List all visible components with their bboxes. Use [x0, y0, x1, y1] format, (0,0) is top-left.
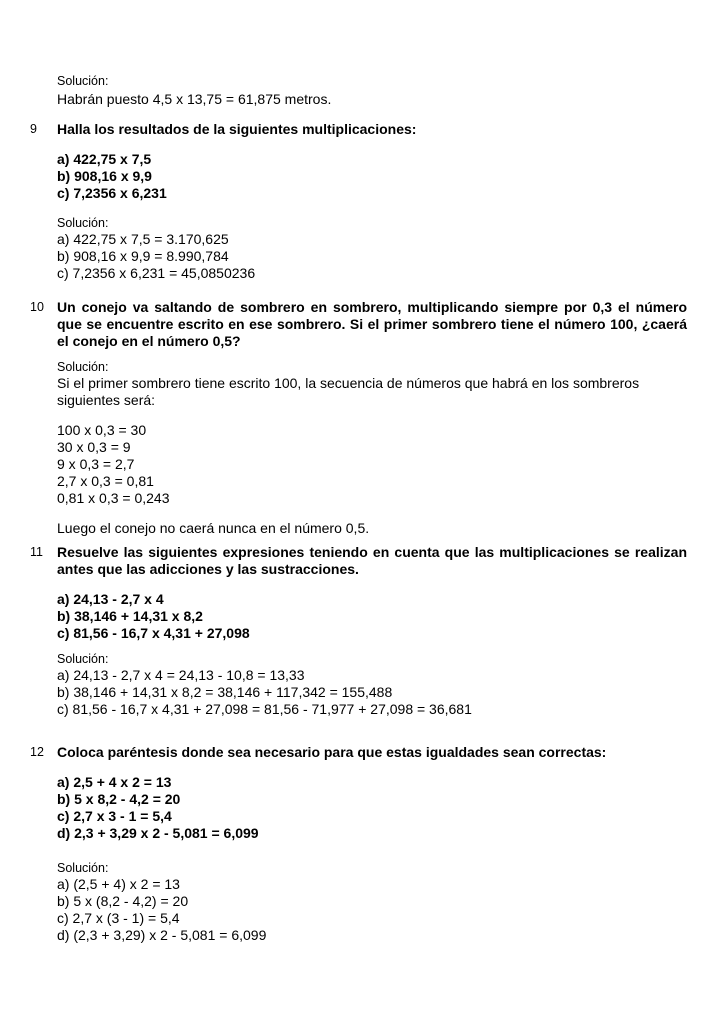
exercise-item: a) 24,13 - 2,7 x 4 [57, 591, 164, 607]
solution-line: 0,81 x 0,3 = 0,243 [57, 490, 170, 506]
exercise-12 [57, 744, 687, 944]
solution-label: Solución: [57, 216, 109, 230]
solution-line: c) 2,7 x (3 - 1) = 5,4 [57, 910, 180, 926]
solution-line: b) 5 x (8,2 - 4,2) = 20 [57, 893, 189, 909]
exercise-number: 10 [30, 300, 44, 314]
solution-line: a) (2,5 + 4) x 2 = 13 [57, 876, 180, 892]
exercise-statement: Un conejo va saltando de sombrero en sombrero, multiplicando siempre por 0,3 el número que se encuentre escrito en ese sombrero. Si el primer sombrero tiene el número 100, ¿caerá el conejo en el número 0,5? [57, 299, 687, 349]
exercise-number: 9 [30, 122, 37, 136]
exercise-item: d) 2,3 + 3,29 x 2 - 5,081 = 6,099 [57, 825, 259, 841]
exercise-number: 12 [30, 745, 44, 759]
exercise-item: b) 908,16 x 9,9 [57, 168, 152, 184]
solution-line: 2,7 x 0,3 = 0,81 [57, 473, 154, 489]
solution-line: 30 x 0,3 = 9 [57, 439, 131, 455]
exercise-item: b) 5 x 8,2 - 4,2 = 20 [57, 791, 181, 807]
exercise-item: a) 422,75 x 7,5 [57, 151, 152, 167]
solution-line: b) 38,146 + 14,31 x 8,2 = 38,146 + 117,342 = 155,488 [57, 684, 393, 700]
solution-label: Solución: [57, 652, 109, 666]
intro-solution [57, 73, 687, 108]
exercise-number: 11 [30, 545, 43, 559]
solution-line: a) 422,75 x 7,5 = 3.170,625 [57, 231, 229, 247]
exercise-item: a) 2,5 + 4 x 2 = 13 [57, 774, 172, 790]
exercise-item: c) 81,56 - 16,7 x 4,31 + 27,098 [57, 625, 250, 641]
exercise-item: c) 7,2356 x 6,231 [57, 185, 167, 201]
exercise-11 [57, 544, 687, 718]
solution-intro: Si el primer sombrero tiene escrito 100, la secuencia de números que habrá en los sombreros siguientes será: [57, 375, 640, 408]
exercise-statement: Coloca paréntesis donde sea necesario para que estas igualdades sean correctas: [57, 744, 607, 760]
exercise-10 [57, 299, 687, 537]
solution-line: 9 x 0,3 = 2,7 [57, 456, 135, 472]
solution-label: Solución: [57, 360, 109, 374]
solution-line: c) 81,56 - 16,7 x 4,31 + 27,098 = 81,56 - 71,977 + 27,098 = 36,681 [57, 701, 472, 717]
solution-line: b) 908,16 x 9,9 = 8.990,784 [57, 248, 229, 264]
exercise-statement: Halla los resultados de la siguientes multiplicaciones: [57, 121, 417, 137]
solution-label: Solución: [57, 74, 109, 88]
solution-line: a) 24,13 - 2,7 x 4 = 24,13 - 10,8 = 13,33 [57, 667, 305, 683]
solution-text: Habrán puesto 4,5 x 13,75 = 61,875 metros. [57, 91, 332, 107]
solution-line: d) (2,3 + 3,29) x 2 - 5,081 = 6,099 [57, 927, 267, 943]
exercise-9 [57, 121, 687, 282]
solution-line: c) 7,2356 x 6,231 = 45,0850236 [57, 265, 256, 281]
exercise-item: c) 2,7 x 3 - 1 = 5,4 [57, 808, 172, 824]
solution-conclusion: Luego el conejo no caerá nunca en el número 0,5. [57, 520, 370, 536]
solution-line: 100 x 0,3 = 30 [57, 422, 147, 438]
exercise-statement: Resuelve las siguientes expresiones teniendo en cuenta que las multiplicaciones se realizan antes que las adicciones y las sustracciones. [57, 544, 687, 577]
solution-label: Solución: [57, 861, 109, 875]
exercise-item: b) 38,146 + 14,31 x 8,2 [57, 608, 203, 624]
